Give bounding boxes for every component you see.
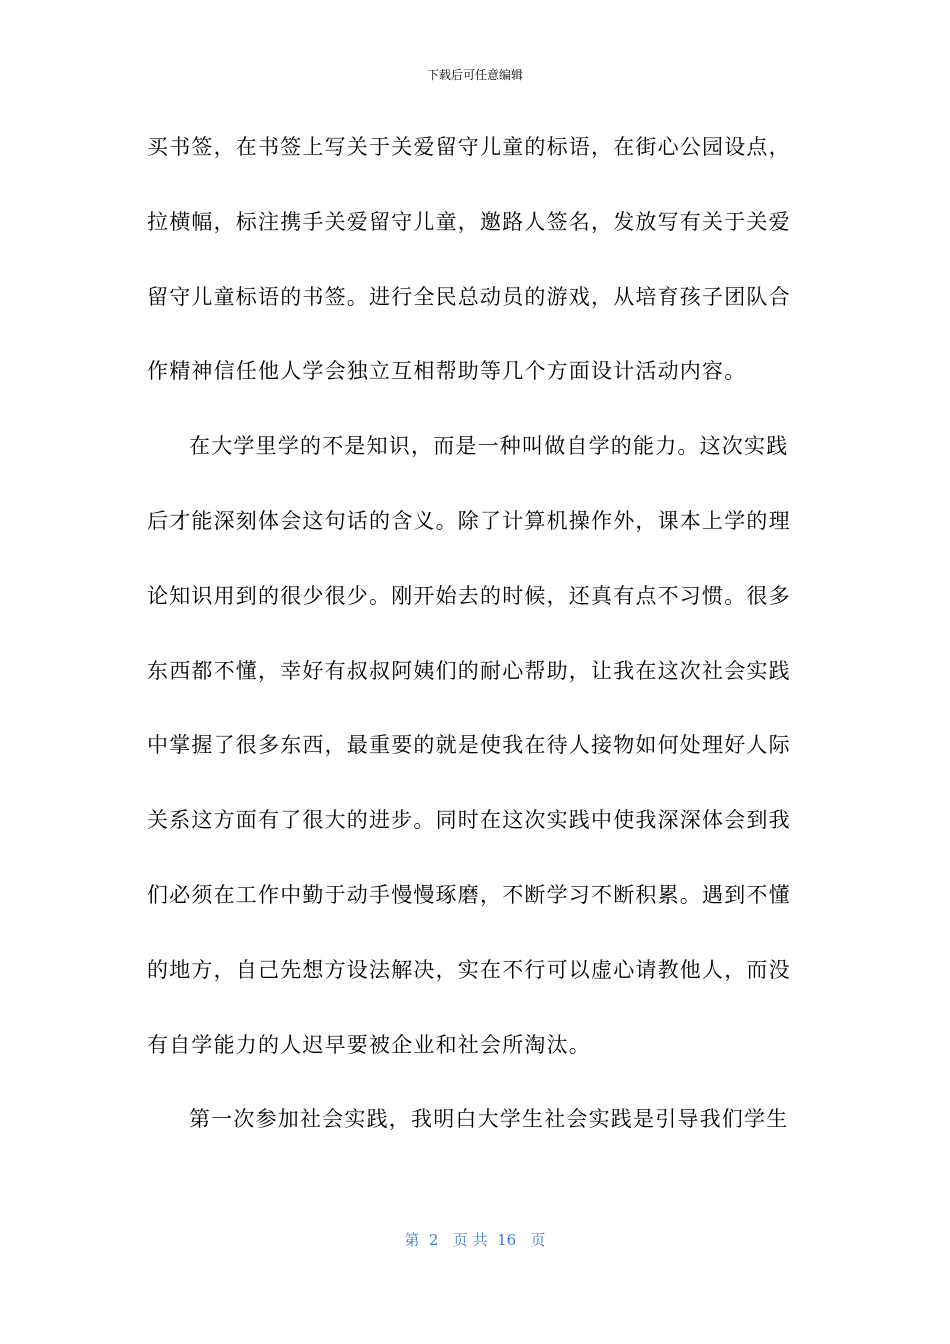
text-line: 留守儿童标语的书签。进行全民总动员的游戏，从培育孩子团队合: [147, 284, 791, 309]
text-line: 关系这方面有了很大的进步。同时在这次实践中使我深深体会到我: [147, 808, 791, 833]
paragraph-start-line: 在大学里学的不是知识，而是一种叫做自学的能力。这次实践: [189, 434, 789, 459]
text-line: 中掌握了很多东西，最重要的就是使我在待人接物如何处理好人际: [147, 733, 791, 758]
text-line: 们必须在工作中勤于动手慢慢琢磨，不断学习不断积累。遇到不懂: [147, 882, 791, 907]
text-line: 东西都不懂，幸好有叔叔阿姨们的耐心帮助，让我在这次社会实践: [147, 658, 791, 683]
text-line: 后才能深刻体会这句话的含义。除了计算机操作外，课本上学的理: [147, 508, 791, 533]
document-body: [147, 122, 795, 1169]
text-line: 作精神信任他人学会独立互相帮助等几个方面设计活动内容。: [147, 359, 747, 384]
paragraph-start-line: 第一次参加社会实践，我明白大学生社会实践是引导我们学生: [189, 1107, 789, 1132]
page-header: 下载后可任意编辑: [426, 68, 523, 82]
text-line: 买书签，在书签上写关于关爱留守儿童的标语，在街心公园设点，: [147, 135, 791, 159]
text-line: 有自学能力的人迟早要被企业和社会所淘汰。: [147, 1032, 591, 1057]
page-number-footer: 第 2 页 共 16 页: [404, 1231, 546, 1249]
text-line: 拉横幅，标注携手关爱留守儿童，邀路人签名，发放写有关于关爱: [147, 209, 791, 234]
text-line: 的地方，自己先想方设法解决，实在不行可以虚心请教他人，而没: [147, 957, 791, 982]
text-line: 论知识用到的很少很少。刚开始去的时候，还真有点不习惯。很多: [147, 583, 791, 608]
